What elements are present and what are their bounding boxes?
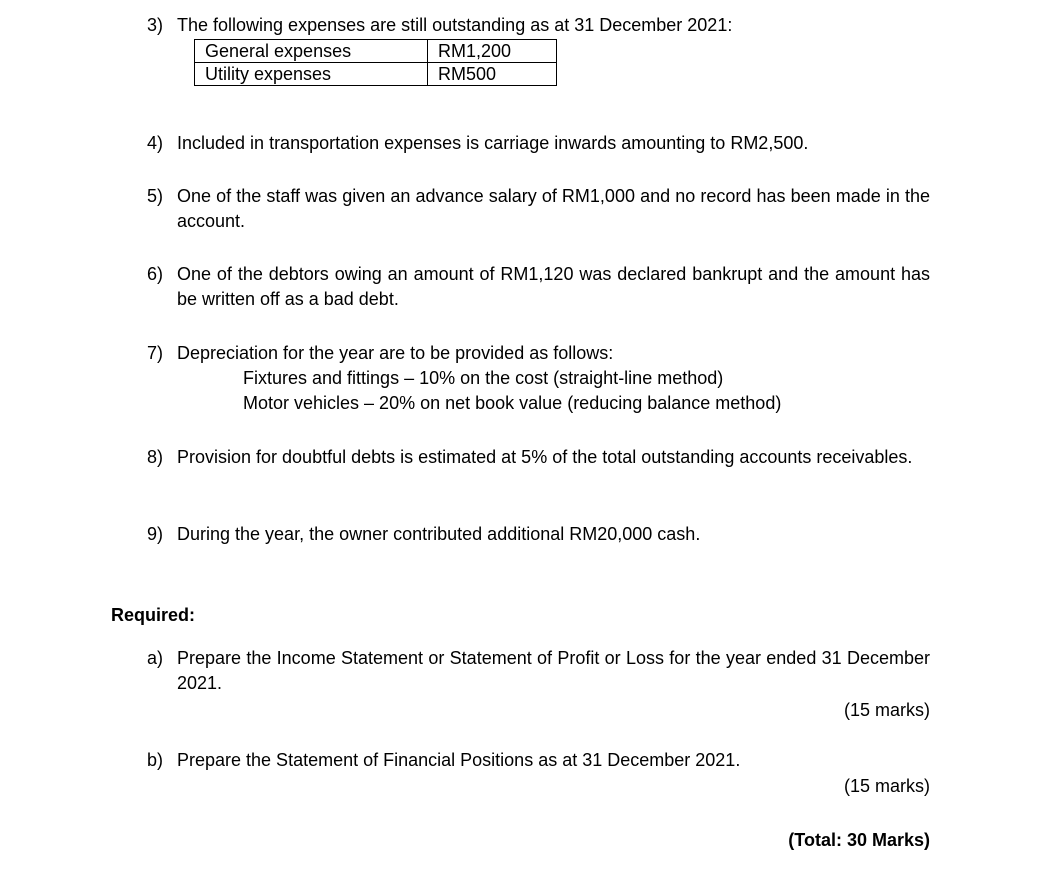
note-item-3 [147, 13, 930, 86]
note-item-6 [147, 262, 930, 312]
item-number: 5) [147, 186, 164, 206]
question-a-marks: (15 marks) [843, 700, 930, 720]
question-letter: a) [147, 648, 164, 668]
table-row [195, 63, 557, 86]
required-heading: Required: [111, 605, 196, 625]
item-number: 8) [147, 447, 164, 467]
item-text: One of the debtors owing an amount of RM1,120 was declared bankrupt and the amount has be written off as a bad debt. [177, 264, 930, 309]
question-text: Prepare the Income Statement or Statement of Profit or Loss for the year ended 31 December 2021. [177, 648, 930, 693]
expense-amount: RM1,200 [428, 40, 557, 63]
note-item-9 [147, 522, 930, 547]
note-item-8 [147, 445, 930, 470]
question-text: Prepare the Statement of Financial Positions as at 31 December 2021. [177, 750, 741, 770]
item-text: Included in transportation expenses is carriage inwards amounting to RM2,500. [177, 133, 809, 153]
expense-label: Utility expenses [195, 63, 428, 86]
item-number: 6) [147, 264, 164, 284]
item-text: Provision for doubtful debts is estimated at 5% of the total outstanding accounts receivables. [177, 447, 913, 467]
expense-label: General expenses [195, 40, 428, 63]
note-item-7 [147, 341, 930, 416]
question-b-marks: (15 marks) [843, 776, 930, 796]
note-item-5 [147, 184, 930, 234]
outstanding-expenses-table [194, 39, 557, 86]
depreciation-motor-vehicles: Motor vehicles – 20% on net book value (reducing balance method) [243, 393, 782, 413]
item-text: One of the staff was given an advance salary of RM1,000 and no record has been made in the account. [177, 186, 930, 231]
expense-amount: RM500 [428, 63, 557, 86]
question-b [147, 748, 930, 773]
question-a [147, 646, 930, 696]
item-text: During the year, the owner contributed additional RM20,000 cash. [177, 524, 701, 544]
item-number: 7) [147, 343, 164, 363]
table-row [195, 40, 557, 63]
item-text: Depreciation for the year are to be provided as follows: [177, 343, 614, 363]
question-letter: b) [147, 750, 164, 770]
item-text: The following expenses are still outstanding as at 31 December 2021: [177, 15, 733, 35]
note-item-4 [147, 131, 930, 156]
depreciation-fixtures: Fixtures and fittings – 10% on the cost (straight-line method) [243, 368, 724, 388]
total-marks: (Total: 30 Marks) [788, 830, 930, 850]
item-number: 4) [147, 133, 164, 153]
item-number: 9) [147, 524, 164, 544]
item-number: 3) [147, 15, 164, 35]
